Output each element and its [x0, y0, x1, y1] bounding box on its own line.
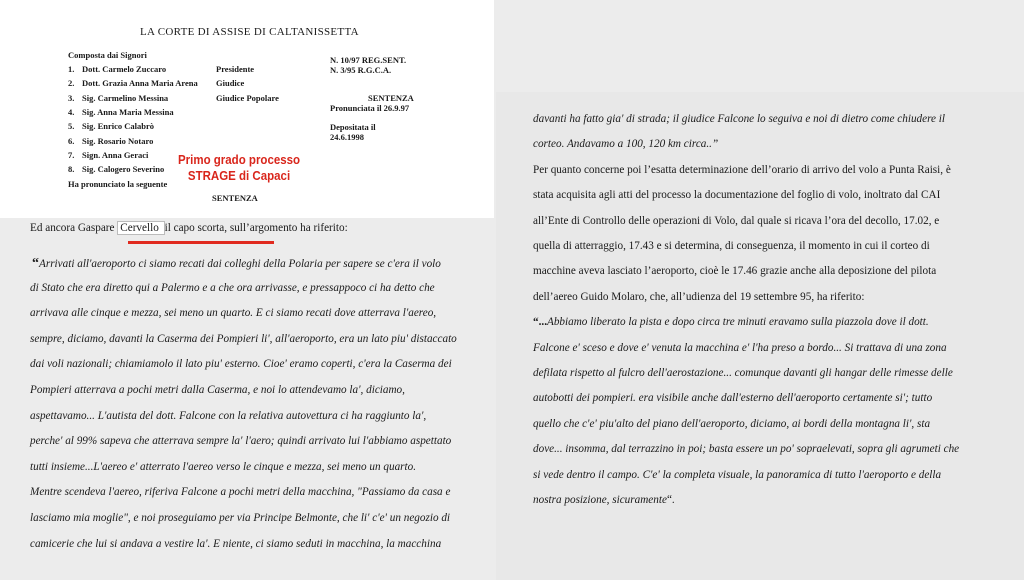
intro-line: [30, 222, 348, 234]
intro-suffix: il capo scorta, sull’argomento ha riferito:: [164, 222, 348, 234]
member-role: Giudice: [216, 78, 245, 89]
right-line-text: nostra posizione, sicuramente: [533, 494, 667, 506]
close-quote: “.: [666, 494, 675, 506]
right-line-text: quello che c'e' piu'alto del piano dell'aeroporto, diciamo, ai bordi della montagna li', sta: [533, 417, 931, 430]
right-line: [533, 138, 718, 150]
member-name: Dott. Carmelo Zuccaro: [82, 64, 167, 74]
testimony-line: [30, 512, 450, 524]
member-role: Presidente: [216, 64, 255, 74]
member-name: Sig. Calogero Severino: [82, 164, 165, 175]
testimony-line: [30, 538, 441, 550]
testimony-line: [30, 282, 435, 294]
right-line-text: dell’aereo Guido Molaro, che, all’udienza del 19 settembre 95, ha riferito:: [533, 290, 865, 303]
member-number: 3.: [68, 92, 75, 103]
right-line-text: defilata rispetto al fulcro dell'aerostazione... comunque davanti gli hangar delle rimesse delle: [533, 367, 953, 379]
right-line: [533, 494, 675, 506]
stamp-line-2: STRAGE di Capaci: [187, 169, 291, 183]
right-line-text: Per quanto concerne poi l’esatta determinazione dell’orario di arrivo del volo a Punta Raisi, è: [533, 163, 951, 176]
testimony-line: [30, 435, 451, 447]
sentenza-bottom: SENTENZA: [212, 193, 258, 203]
intro-prefix: Ed ancora Gaspare: [30, 222, 118, 234]
member-number: 8.: [68, 164, 75, 175]
testimony-line-text: lasciamo mia moglie", e noi proseguiamo per via Principe Belmonte, che li' c'e' un negozio di: [30, 512, 451, 524]
right-line-text: autobotti dei pompieri. era visibile anche dall'esterno dell'aeroporto certamente si'; tutto: [533, 392, 933, 405]
member-name: Sig. Rosario Notaro: [82, 135, 154, 146]
right-line: [533, 291, 864, 303]
member-name: Sig. Anna Maria Messina: [82, 106, 174, 117]
quote-prefix: “...: [533, 316, 547, 329]
highlighted-name: Cervello: [117, 221, 164, 235]
member-number: 7.: [68, 149, 75, 160]
testimony-line: [32, 256, 441, 272]
pronounced-label: Ha pronunciato la seguente: [68, 179, 168, 189]
testimony-line: [30, 486, 450, 498]
member-number: 1.: [68, 64, 75, 74]
member-name: Dott. Grazia Anna Maria Arena: [82, 78, 198, 89]
right-line: [533, 367, 953, 379]
member-number: 6.: [68, 135, 75, 146]
open-quote: “: [32, 256, 39, 271]
testimony-line: [30, 461, 416, 473]
member-name: Sig. Carmelino Messina: [82, 92, 169, 103]
testimony-line-text: perche' al 99% sapeva che atterrava sempre la' l'aero; quindi arrivato lui l'abbiamo aspettato: [30, 435, 452, 448]
right-line: [533, 469, 941, 481]
depositata-date: 24.6.1998: [330, 132, 364, 142]
pronunciata-date: Pronunciata il 26.9.97: [330, 103, 410, 113]
member-role: Giudice Popolare: [216, 92, 279, 103]
right-line: [533, 240, 930, 252]
right-line: [533, 113, 945, 125]
reg-sent-number: N. 10/97 REG.SENT.: [330, 55, 407, 65]
testimony-line: [30, 358, 452, 370]
testimony-line-text: di Stato che era diretto qui a Palermo e a che ora arrivasse, e pressappoco ci ha detto che: [30, 281, 435, 294]
testimony-line-text: dai voli nazionali; chiamiamolo il lato piu' esterno. Cioe' eramo coperti, c'era la Caserma dei: [30, 358, 452, 371]
right-page-text: [496, 92, 1024, 580]
testimony-line: [30, 384, 405, 396]
right-line-text: dove... insomma, dal terrazzino in poi; basta essere un po' sopraelevati, sopra gli agrumeti che: [533, 443, 960, 456]
testimony-line-text: Mentre scendeva l'aereo, riferiva Falcone a pochi metri della macchina, "Passiamo da casa e: [30, 486, 451, 499]
court-title: LA CORTE DI ASSISE DI CALTANISSETTA: [140, 26, 359, 38]
testimony-line-text: Arrivati all'aeroporto ci siamo recati dai colleghi della Polaria per sapere se c'era il volo: [39, 258, 441, 270]
right-line: [533, 164, 951, 176]
testimony-line: [30, 333, 457, 345]
member-name: Sign. Anna Geraci: [82, 149, 149, 160]
right-line: [533, 418, 930, 430]
right-line-text: stata acquisita agli atti del processo la documentazione del foglio di volo, inoltrato dal CAI: [533, 189, 941, 202]
right-line-text: all’Ente di Controllo delle operazioni di Volo, dal quale si ricava l’ora del decollo, 17.02, e: [533, 214, 940, 227]
right-line-text: si vede dentro il campo. C'e' la completa visuale, la panoramica di tutto l'aeroporto e della: [533, 468, 942, 481]
right-line: [533, 342, 947, 354]
testimony-line: [30, 410, 426, 422]
member-number: 5.: [68, 121, 75, 132]
testimony-line-text: tutti insieme...L'aereo e' atterrato l'aereo verso le cinque e mezza, sei meno un quarto.: [30, 460, 417, 473]
right-line-text: quella di atterraggio, 17.43 e si determina, di conseguenza, il momento in cui il corteo di: [533, 240, 930, 252]
right-line-text: davanti ha fatto gia' di strada; il giudice Falcone lo seguiva e noi di dietro come chiudere il: [533, 113, 946, 125]
sentence-header: [0, 0, 494, 218]
right-line-text: corteo. Andavamo a 100, 120 km circa..”: [533, 138, 719, 151]
member-number: 2.: [68, 78, 75, 89]
member-number: 4.: [68, 106, 75, 117]
testimony-line-text: arrivava alle cinque e mezza, sei meno un quarto. E ci siamo recati dove atterrava l'aereo,: [30, 307, 437, 320]
sentenza-title: SENTENZA: [368, 93, 414, 103]
right-line: [533, 443, 959, 455]
composed-label: Composta dai Signori: [68, 50, 147, 60]
right-line-text: Abbiamo liberato la pista e dopo circa tre minuti eravamo sulla piazzola dove il dott.: [546, 316, 929, 329]
rgca-number: N. 3/95 R.G.C.A.: [330, 65, 392, 75]
red-underline: [128, 241, 274, 244]
right-line: [533, 215, 939, 227]
testimony-line: [30, 307, 436, 319]
right-line-text: macchine aveva lasciato l’aeroporto, cioè le 17.46 grazie anche alla deposizione del pilota: [533, 265, 937, 278]
right-line: [533, 316, 929, 328]
right-line: [533, 265, 936, 277]
stamp-line-1: Primo grado processo: [178, 153, 301, 167]
depositata-label: Depositata il: [330, 122, 376, 132]
annotation-stamp: [178, 152, 300, 184]
member-name: Sig. Enrico Calabrò: [82, 121, 155, 132]
right-line: [533, 392, 932, 404]
right-line: [533, 189, 940, 201]
testimony-line-text: camicerie che lui si andava a vestire la'. E niente, ci siamo seduti in macchina, la macchina: [30, 537, 442, 550]
testimony-line-text: sempre, diciamo, davanti la Caserma dei Pompieri li', all'aeroporto, era un lato piu' distaccato: [30, 332, 457, 345]
testimony-line-text: aspettavamo... L'autista del dott. Falcone con la relativa autovettura ci ha raggiunto la',: [30, 409, 427, 422]
testimony-line-text: Pompieri atterrava a pochi metri dalla Caserma, e noi lo attendevamo la', diciamo,: [30, 384, 405, 396]
right-line-text: Falcone e' sceso e dove e' venuta la macchina e' l'ha preso a bordo... Si trattava di una zona: [533, 341, 947, 354]
